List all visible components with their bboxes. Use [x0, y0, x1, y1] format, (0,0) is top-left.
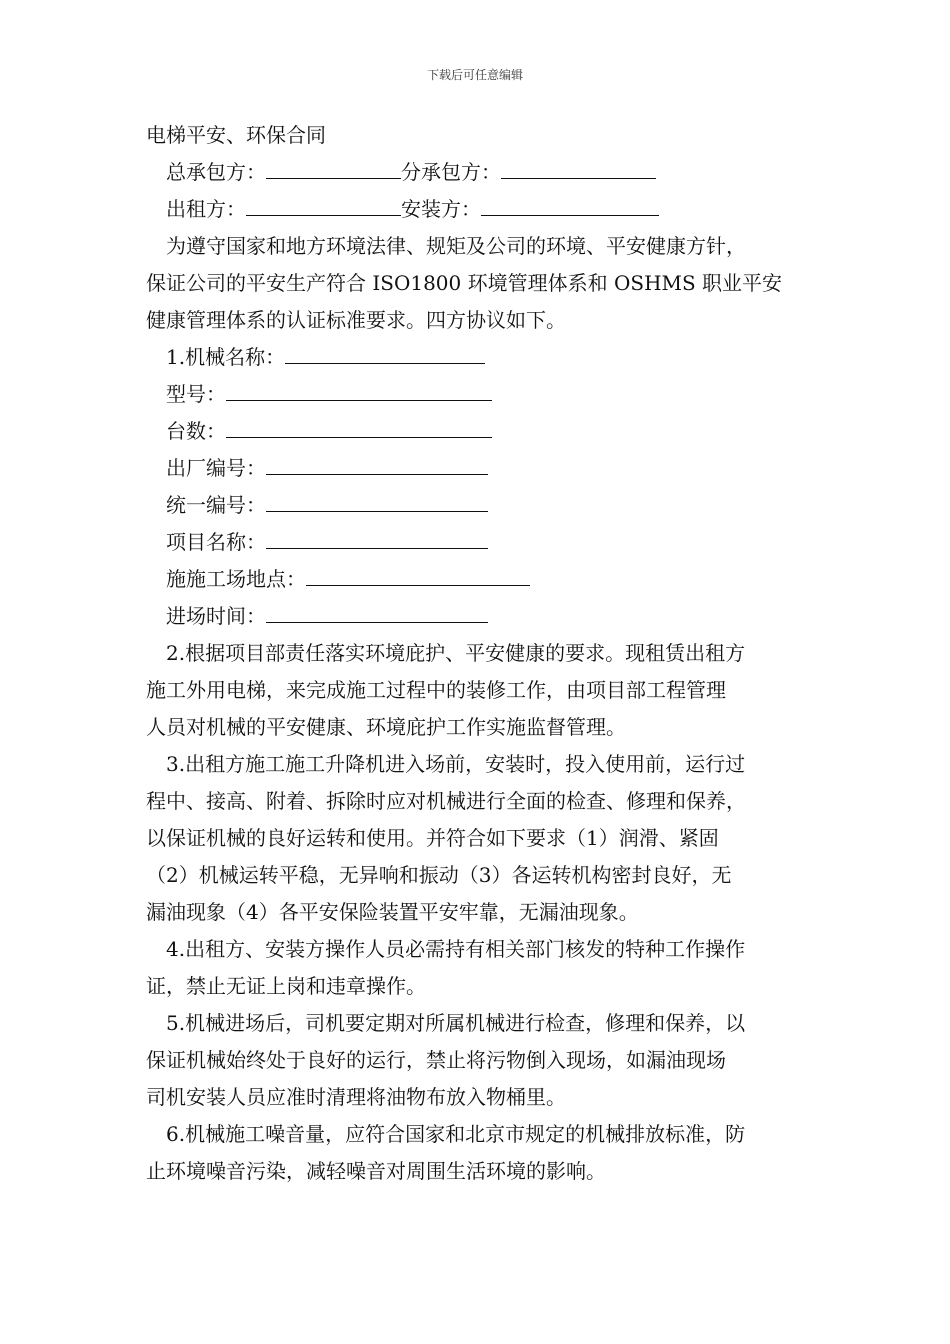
field-blank [306, 561, 530, 586]
page-header: 下载后可任意编辑 [426, 68, 523, 82]
subcontractor-blank [501, 154, 656, 179]
field-factory-no [146, 450, 816, 487]
field-label: 进场时间： [166, 604, 266, 628]
clause-5 [146, 1005, 816, 1116]
clause-2 [146, 635, 816, 746]
field-entry-time [146, 598, 816, 635]
clause-line: 证，禁止无证上岗和违章操作。 [146, 974, 426, 998]
intro-line: 保证公司的平安生产符合 ISO1800 环境管理体系和 OSHMS 职业平安 [146, 271, 783, 295]
intro-line: 为遵守国家和地方环境法律、规矩及公司的环境、平安健康方针， [166, 234, 746, 258]
document-body [146, 117, 816, 1190]
field-model [146, 376, 816, 413]
clause-line: 3.出租方施工施工升降机进入场前，安装时，投入使用前，运行过 [166, 752, 746, 776]
clause-line: 保证机械始终处于良好的运行，禁止将污物倒入现场，如漏油现场 [146, 1048, 726, 1072]
field-blank [285, 339, 485, 364]
parties-line-2 [146, 191, 816, 228]
clause-line: 施工外用电梯，来完成施工过程中的装修工作，由项目部工程管理 [146, 678, 726, 702]
clause-line: 2.根据项目部责任落实环境庇护、平安健康的要求。现租赁出租方 [166, 641, 746, 665]
lessor-label: 出租方： [166, 197, 246, 221]
general-contractor-blank [266, 154, 401, 179]
general-contractor-label: 总承包方： [166, 160, 266, 184]
clause-line: 以保证机械的良好运转和使用。并符合如下要求（1）润滑、紧固 [146, 826, 719, 850]
installer-blank [481, 191, 659, 216]
clause-line: 止环境噪音污染，减轻噪音对周围生活环境的影响。 [146, 1159, 606, 1183]
field-label: 施施工场地点： [166, 567, 306, 591]
field-unified-no [146, 487, 816, 524]
field-blank [226, 376, 492, 401]
clause-line: 漏油现象（4）各平安保险装置平安牢靠，无漏油现象。 [146, 900, 639, 924]
subcontractor-label: 分承包方： [401, 160, 501, 184]
clause-line: 人员对机械的平安健康、环境庇护工作实施监督管理。 [146, 715, 626, 739]
field-label: 项目名称： [166, 530, 266, 554]
intro-paragraph [146, 228, 816, 339]
clause-line: 程中、接高、附着、拆除时应对机械进行全面的检查、修理和保养， [146, 789, 746, 813]
field-blank [266, 524, 488, 549]
field-label: 台数： [166, 419, 226, 443]
clause-line: 5.机械进场后，司机要定期对所属机械进行检查，修理和保养，以 [166, 1011, 746, 1035]
field-site [146, 561, 816, 598]
intro-line: 健康管理体系的认证标准要求。四方协议如下。 [146, 308, 566, 332]
lessor-blank [246, 191, 401, 216]
clause-line: （2）机械运转平稳，无异响和振动（3）各运转机构密封良好，无 [146, 863, 732, 887]
clause-6 [146, 1116, 816, 1190]
field-label: 出厂编号： [166, 456, 266, 480]
field-blank [266, 598, 488, 623]
field-machine-name [146, 339, 816, 376]
field-blank [226, 413, 492, 438]
field-label: 型号： [166, 382, 226, 406]
clause-4 [146, 931, 816, 1005]
clause-line: 司机安装人员应准时清理将油物布放入物桶里。 [146, 1085, 566, 1109]
parties-line-1 [146, 154, 816, 191]
field-blank [266, 450, 488, 475]
field-count [146, 413, 816, 450]
field-blank [266, 487, 488, 512]
clause-line: 6.机械施工噪音量，应符合国家和北京市规定的机械排放标准，防 [166, 1122, 746, 1146]
field-label: 统一编号： [166, 493, 266, 517]
clause-3 [146, 746, 816, 931]
installer-label: 安装方： [401, 197, 481, 221]
document-title: 电梯平安、环保合同 [146, 123, 326, 147]
clause-line: 4.出租方、安装方操作人员必需持有相关部门核发的特种工作操作 [166, 937, 746, 961]
field-label: 1.机械名称： [166, 345, 286, 369]
field-project-name [146, 524, 816, 561]
